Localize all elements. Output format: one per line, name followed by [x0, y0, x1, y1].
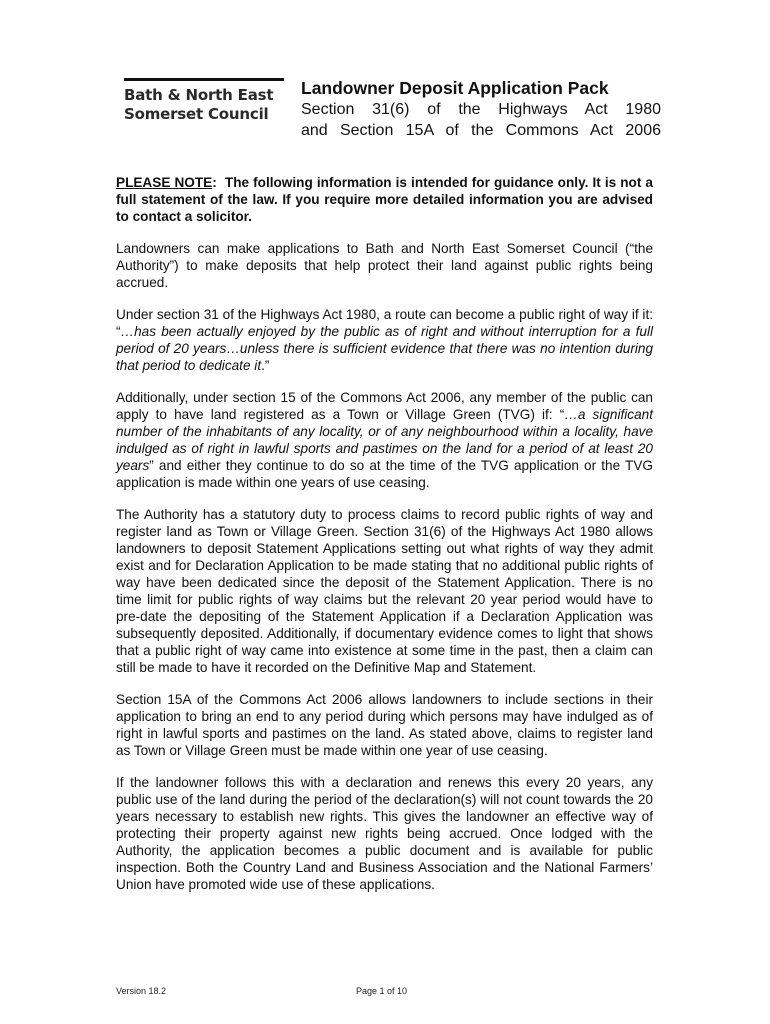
please-note-colon: : — [212, 175, 217, 190]
paragraph-6: If the landowner follows this with a declaration and renews this every 20 years, any public use of the land during the period of the declaration(s) will not count towards the 20 years necessary to establish new rights. This gives the landowner an effective way of protecting their property against new rights being accrued. Once lodged with the Authority, the application becomes a public document and is available for public inspection. Both the Country Land and Business Association and the National Farmers’ Union have promoted wide use of these applications. — [116, 775, 653, 892]
logo-line-2: Somerset Council — [124, 105, 269, 123]
document-subtitle-line-2: and Section 15A of the Commons Act 2006 — [301, 122, 661, 139]
paragraph-2-end: .” — [261, 358, 270, 373]
document-header — [301, 78, 661, 141]
paragraph-3-end: ” and either they continue to do so at the time of the TVG application or the TVG application is made within one years of use ceasing. — [116, 458, 653, 490]
paragraph-2-quote: …has been actually enjoyed by the public as of right and without interruption for a full period of 20 years…unless there is sufficient evidence that there was no intention during that period to dedicate it — [116, 324, 653, 373]
paragraph-4: The Authority has a statutory duty to process claims to record public rights of way and register land as Town or Village Green. Section 31(6) of the Highways Act 1980 allows landowners to deposit Statement Applications setting out what rights of way they admit exist and for Declaration Application to be made stating that no additional public rights of way have been dedicated since the deposit of the Statement Application. There is no time limit for public rights of way claims but the relevant 20 year period would have to pre-date the depositing of the Statement Application if a Declaration Application was subsequently deposited. Additionally, if documentary evidence comes to light that shows that a public right of way came into existence at some time in the past, then a claim can still be made to have it recorded on the Definitive Map and Statement. — [116, 507, 653, 675]
paragraph-2 — [116, 306, 653, 374]
please-note-label: PLEASE NOTE — [116, 175, 213, 190]
page-number: Page 1 of 10 — [356, 986, 408, 996]
council-logo — [124, 86, 294, 124]
document-subtitle-line-1: Section 31(6) of the Highways Act 1980 — [301, 101, 661, 118]
paragraph-3 — [116, 389, 653, 491]
paragraph-2-intro: Under section 31 of the Highways Act 1980, a route can become a public right of way if it: “ — [116, 307, 653, 339]
document-body — [116, 174, 653, 908]
please-note-text: The following information is intended for guidance only. It is not a full statement of the law. If you require more detailed information you are advised to contact a solicitor. — [116, 175, 653, 224]
logo-rule — [124, 78, 284, 81]
paragraph-3-quote: …a significant number of the inhabitants of any locality, or of any neighbourhood within a locality, have indulged as of right in lawful sports and pastimes on the land for a period of at least 20 years — [116, 407, 653, 473]
document-title: Landowner Deposit Application Pack — [301, 78, 609, 98]
paragraph-5: Section 15A of the Commons Act 2006 allows landowners to include sections in their application to bring an end to any period during which persons may have indulged as of right in lawful sports and pastimes on the land. As stated above, claims to register land as Town or Village Green must be made within one year of use ceasing. — [116, 692, 653, 758]
please-note — [116, 174, 653, 225]
logo-line-1: Bath & North East — [124, 86, 274, 104]
version-label: Version 18.2 — [116, 986, 167, 996]
paragraph-1: Landowners can make applications to Bath and North East Somerset Council (“the Authority”) to make deposits that help protect their land against public rights being accrued. — [116, 241, 653, 290]
paragraph-3-intro: Additionally, under section 15 of the Commons Act 2006, any member of the public can apply to have land registered as a Town or Village Green (TVG) if: “ — [116, 390, 653, 422]
